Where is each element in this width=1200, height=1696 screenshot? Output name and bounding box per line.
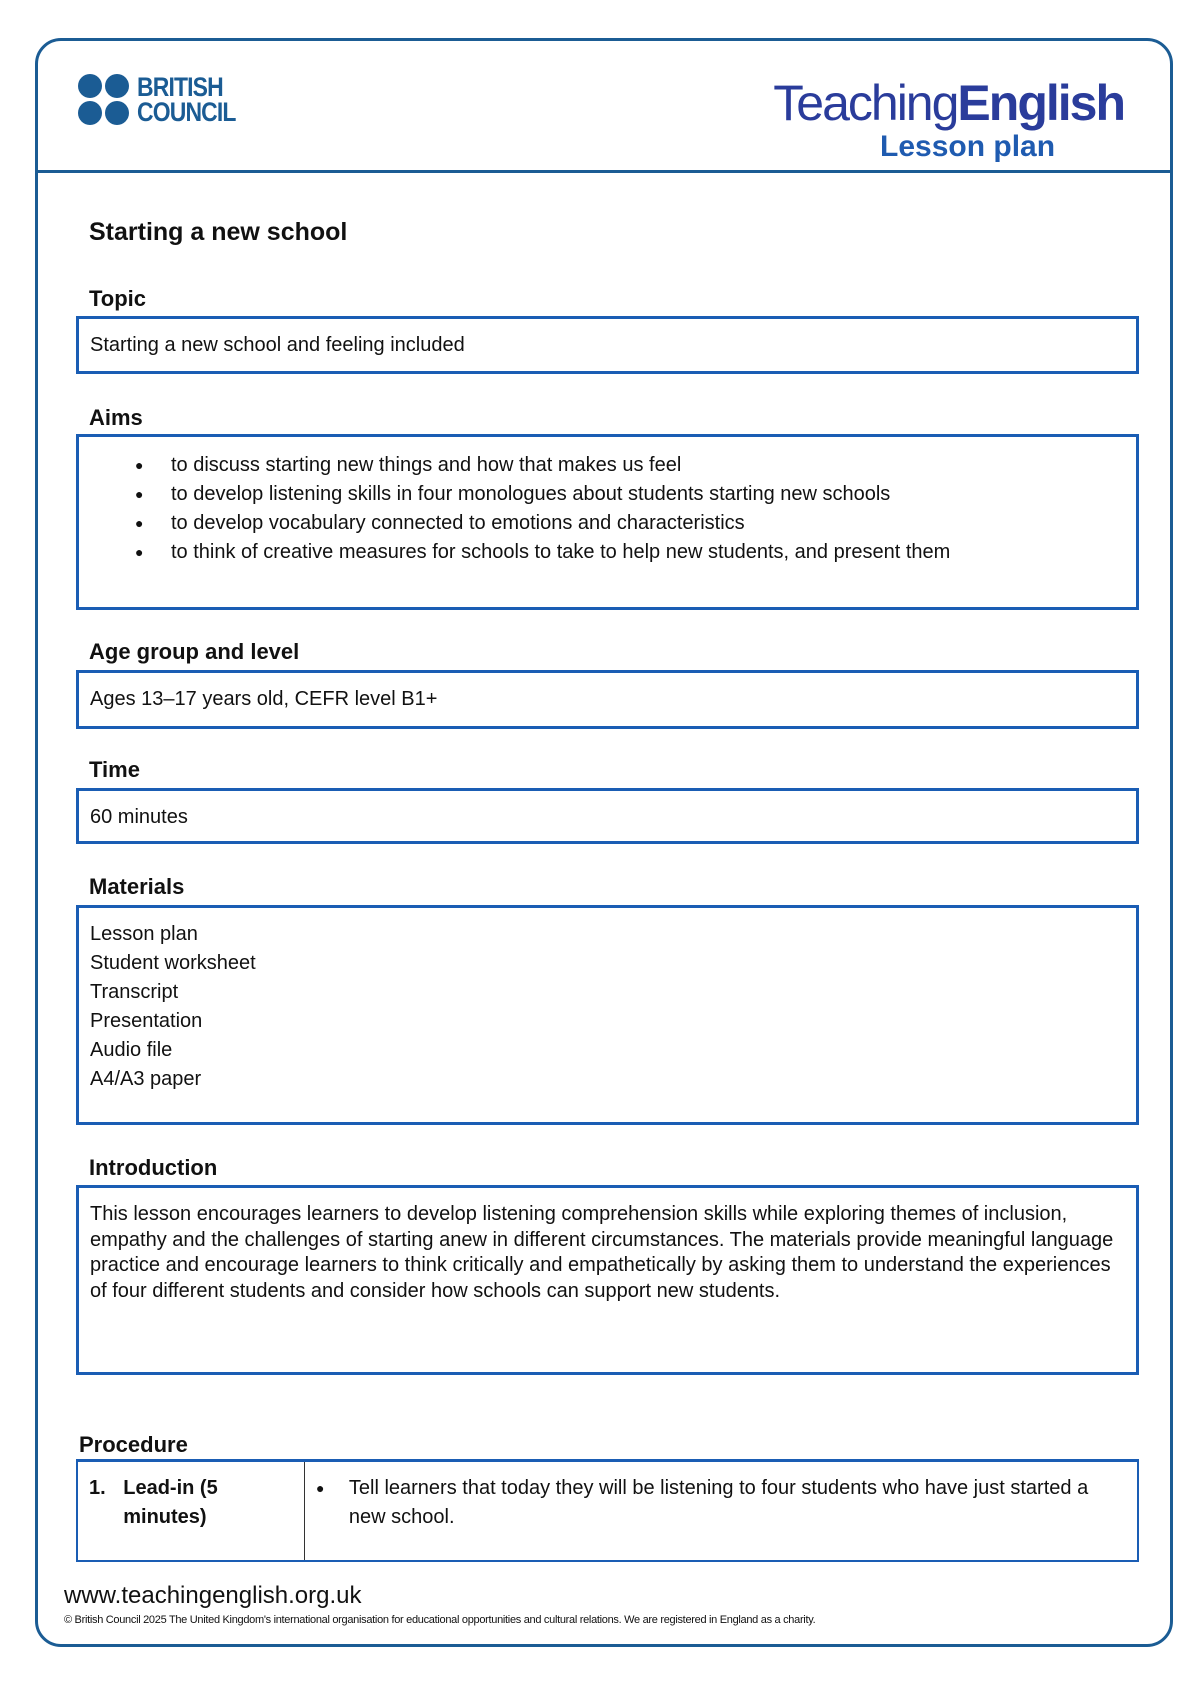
- logo-line2: COUNCIL: [137, 96, 236, 127]
- page-title: Starting a new school: [89, 218, 348, 246]
- age-box: [76, 670, 1139, 729]
- footer-copyright: © British Council 2025 The United Kingdom's international organisation for educational opportunities and cultural relations. We are registered in England as a charity.: [64, 1614, 816, 1626]
- materials-label: Materials: [89, 874, 185, 899]
- step-number: 1.: [89, 1477, 106, 1499]
- material-item: Transcript: [90, 981, 179, 1003]
- logo-line1: BRITISH: [137, 71, 223, 102]
- introduction-label: Introduction: [89, 1155, 218, 1180]
- step-stage: Lead-in (5 minutes): [123, 1477, 218, 1528]
- time-label: Time: [89, 757, 140, 782]
- introduction-text: This lesson encourages learners to develop listening comprehension skills while exploring themes of inclusion, empathy and the challenges of starting anew in different circumstances. The materials provide meaningful language practice and encourage learners to think critically and empathetically by asking them to understand the experiences of four different students and consider how schools can support new students.: [90, 1203, 1114, 1302]
- doc-type: Lesson plan: [880, 130, 1056, 163]
- material-item: Audio file: [90, 1039, 173, 1061]
- procedure-table: [76, 1459, 1139, 1562]
- procedure-content-cell: [305, 1462, 1137, 1560]
- header-divider: [35, 170, 1173, 173]
- age-label: Age group and level: [89, 639, 300, 664]
- aim-item: ● to develop vocabulary connected to emotions and characteristics: [135, 509, 1125, 538]
- material-item: A4/A3 paper: [90, 1068, 202, 1090]
- teaching-english-logo: [773, 74, 1124, 132]
- aims-box: [76, 434, 1139, 610]
- material-item: Lesson plan: [90, 923, 198, 945]
- topic-value: Starting a new school and feeling included: [90, 334, 465, 356]
- time-value: 60 minutes: [90, 806, 188, 828]
- time-box: [76, 788, 1139, 844]
- topic-box: [76, 316, 1139, 374]
- aim-item: ● to think of creative measures for schools to take to help new students, and present them: [135, 538, 1125, 567]
- brand-bold: English: [957, 75, 1124, 131]
- topic-label: Topic: [89, 286, 147, 311]
- brand-light: Teaching: [773, 75, 958, 131]
- age-value: Ages 13–17 years old, CEFR level B1+: [90, 688, 438, 710]
- material-item: Student worksheet: [90, 952, 256, 974]
- procedure-stage-cell: [78, 1462, 305, 1560]
- material-item: Presentation: [90, 1010, 203, 1032]
- aim-item: ● to develop listening skills in four monologues about students starting new schools: [135, 480, 1125, 509]
- aims-label: Aims: [89, 405, 143, 430]
- step-instruction: Tell learners that today they will be listening to four students who have just started a new school.: [348, 1477, 1089, 1528]
- procedure-label: Procedure: [79, 1432, 188, 1457]
- footer-url[interactable]: www.teachingenglish.org.uk: [64, 1582, 362, 1609]
- bullet-icon: ●: [316, 1480, 325, 1496]
- introduction-box: [76, 1185, 1139, 1375]
- materials-box: [76, 905, 1139, 1125]
- british-council-logo: [78, 71, 253, 127]
- logo-dots-icon: [78, 74, 129, 125]
- aim-item: ● to discuss starting new things and how that makes us feel: [135, 451, 1125, 480]
